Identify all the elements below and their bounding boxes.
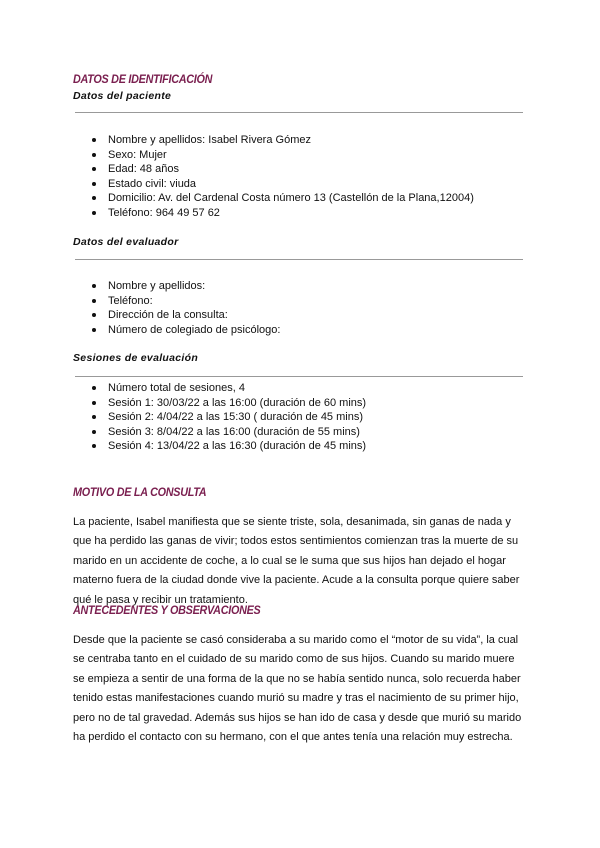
list-item: Nombre y apellidos: Isabel Rivera Gómez	[0, 133, 474, 148]
divider	[75, 259, 523, 260]
text-line: se empieza a sentir de una forma de la que no se había sentido nunca, solo recuerda haber	[73, 672, 521, 685]
motivo-paragraph	[73, 513, 533, 610]
text-line: que ha perdido las ganas de vivir; todos estos sentimientos comienzan tras la muerte de su	[73, 535, 519, 548]
divider	[75, 112, 523, 113]
antecedentes-paragraph	[73, 631, 533, 747]
subheading-evaluador: Datos del evaluador	[73, 236, 179, 248]
list-item: Nombre y apellidos:	[0, 279, 280, 294]
list-item: Sesión 1: 30/03/22 a las 16:00 (duración de 60 mins)	[0, 396, 366, 411]
text-line: Desde que la paciente se casó consideraba a su marido como el “motor de su vida”, la cual	[73, 634, 519, 646]
text-line: materno fuera de la ciudad donde vive la paciente. Acude a la consulta porque quiere saber	[73, 574, 520, 587]
text-line: se centraba tanto en el cuidado de su marido como de sus hijos. Cuando su marido muere	[73, 653, 515, 666]
list-item: Número de colegiado de psicólogo:	[0, 323, 280, 338]
list-item: Número total de sesiones, 4	[0, 381, 366, 396]
section-heading-motivo: MOTIVO DE LA CONSULTA	[73, 485, 207, 499]
list-item: Sesión 3: 8/04/22 a las 16:00 (duración de 55 mins)	[0, 425, 366, 440]
list-item: Teléfono: 964 49 57 62	[0, 206, 474, 221]
text-line: marido en un accidente de coche, a lo cual se le suma que sus hijos han dejado el hogar	[73, 554, 506, 567]
list-item: Sexo: Mujer	[0, 148, 474, 163]
patient-list	[0, 133, 474, 221]
subheading-sesiones: Sesiones de evaluación	[73, 352, 199, 364]
list-item: Sesión 4: 13/04/22 a las 16:30 (duración de 45 mins)	[0, 439, 366, 454]
list-item: Teléfono:	[0, 294, 280, 309]
section-heading-antecedentes: ANTECEDENTES Y OBSERVACIONES	[73, 603, 261, 617]
subheading-paciente: Datos del paciente	[73, 90, 172, 102]
divider	[75, 376, 523, 377]
text-line: qué le pasa y recibir un tratamiento.	[73, 593, 248, 606]
text-line: La paciente, Isabel manifiesta que se siente triste, sola, desanimada, sin ganas de nada y	[73, 516, 511, 528]
list-item: Sesión 2: 4/04/22 a las 15:30 ( duración de 45 mins)	[0, 410, 366, 425]
list-item: Dirección de la consulta:	[0, 308, 280, 323]
evaluator-list	[0, 279, 280, 337]
list-item: Estado civil: viuda	[0, 177, 474, 192]
text-line: ha perdido el contacto con su hermano, con el que antes tenía una relación muy estrecha.	[73, 731, 513, 744]
text-line: pero no de tal gravedad. Además sus hijos se han ido de casa y desde que murió su marido	[73, 711, 522, 724]
sessions-list	[0, 381, 366, 454]
section-heading-identificacion: DATOS DE IDENTIFICACIÓN	[73, 72, 213, 86]
list-item: Edad: 48 años	[0, 162, 474, 177]
text-line: tenido estas manifestaciones cuando murió su madre y tras el nacimiento de su primer hijo,	[73, 692, 519, 705]
list-item: Domicilio: Av. del Cardenal Costa número 13 (Castellón de la Plana,12004)	[0, 191, 474, 206]
